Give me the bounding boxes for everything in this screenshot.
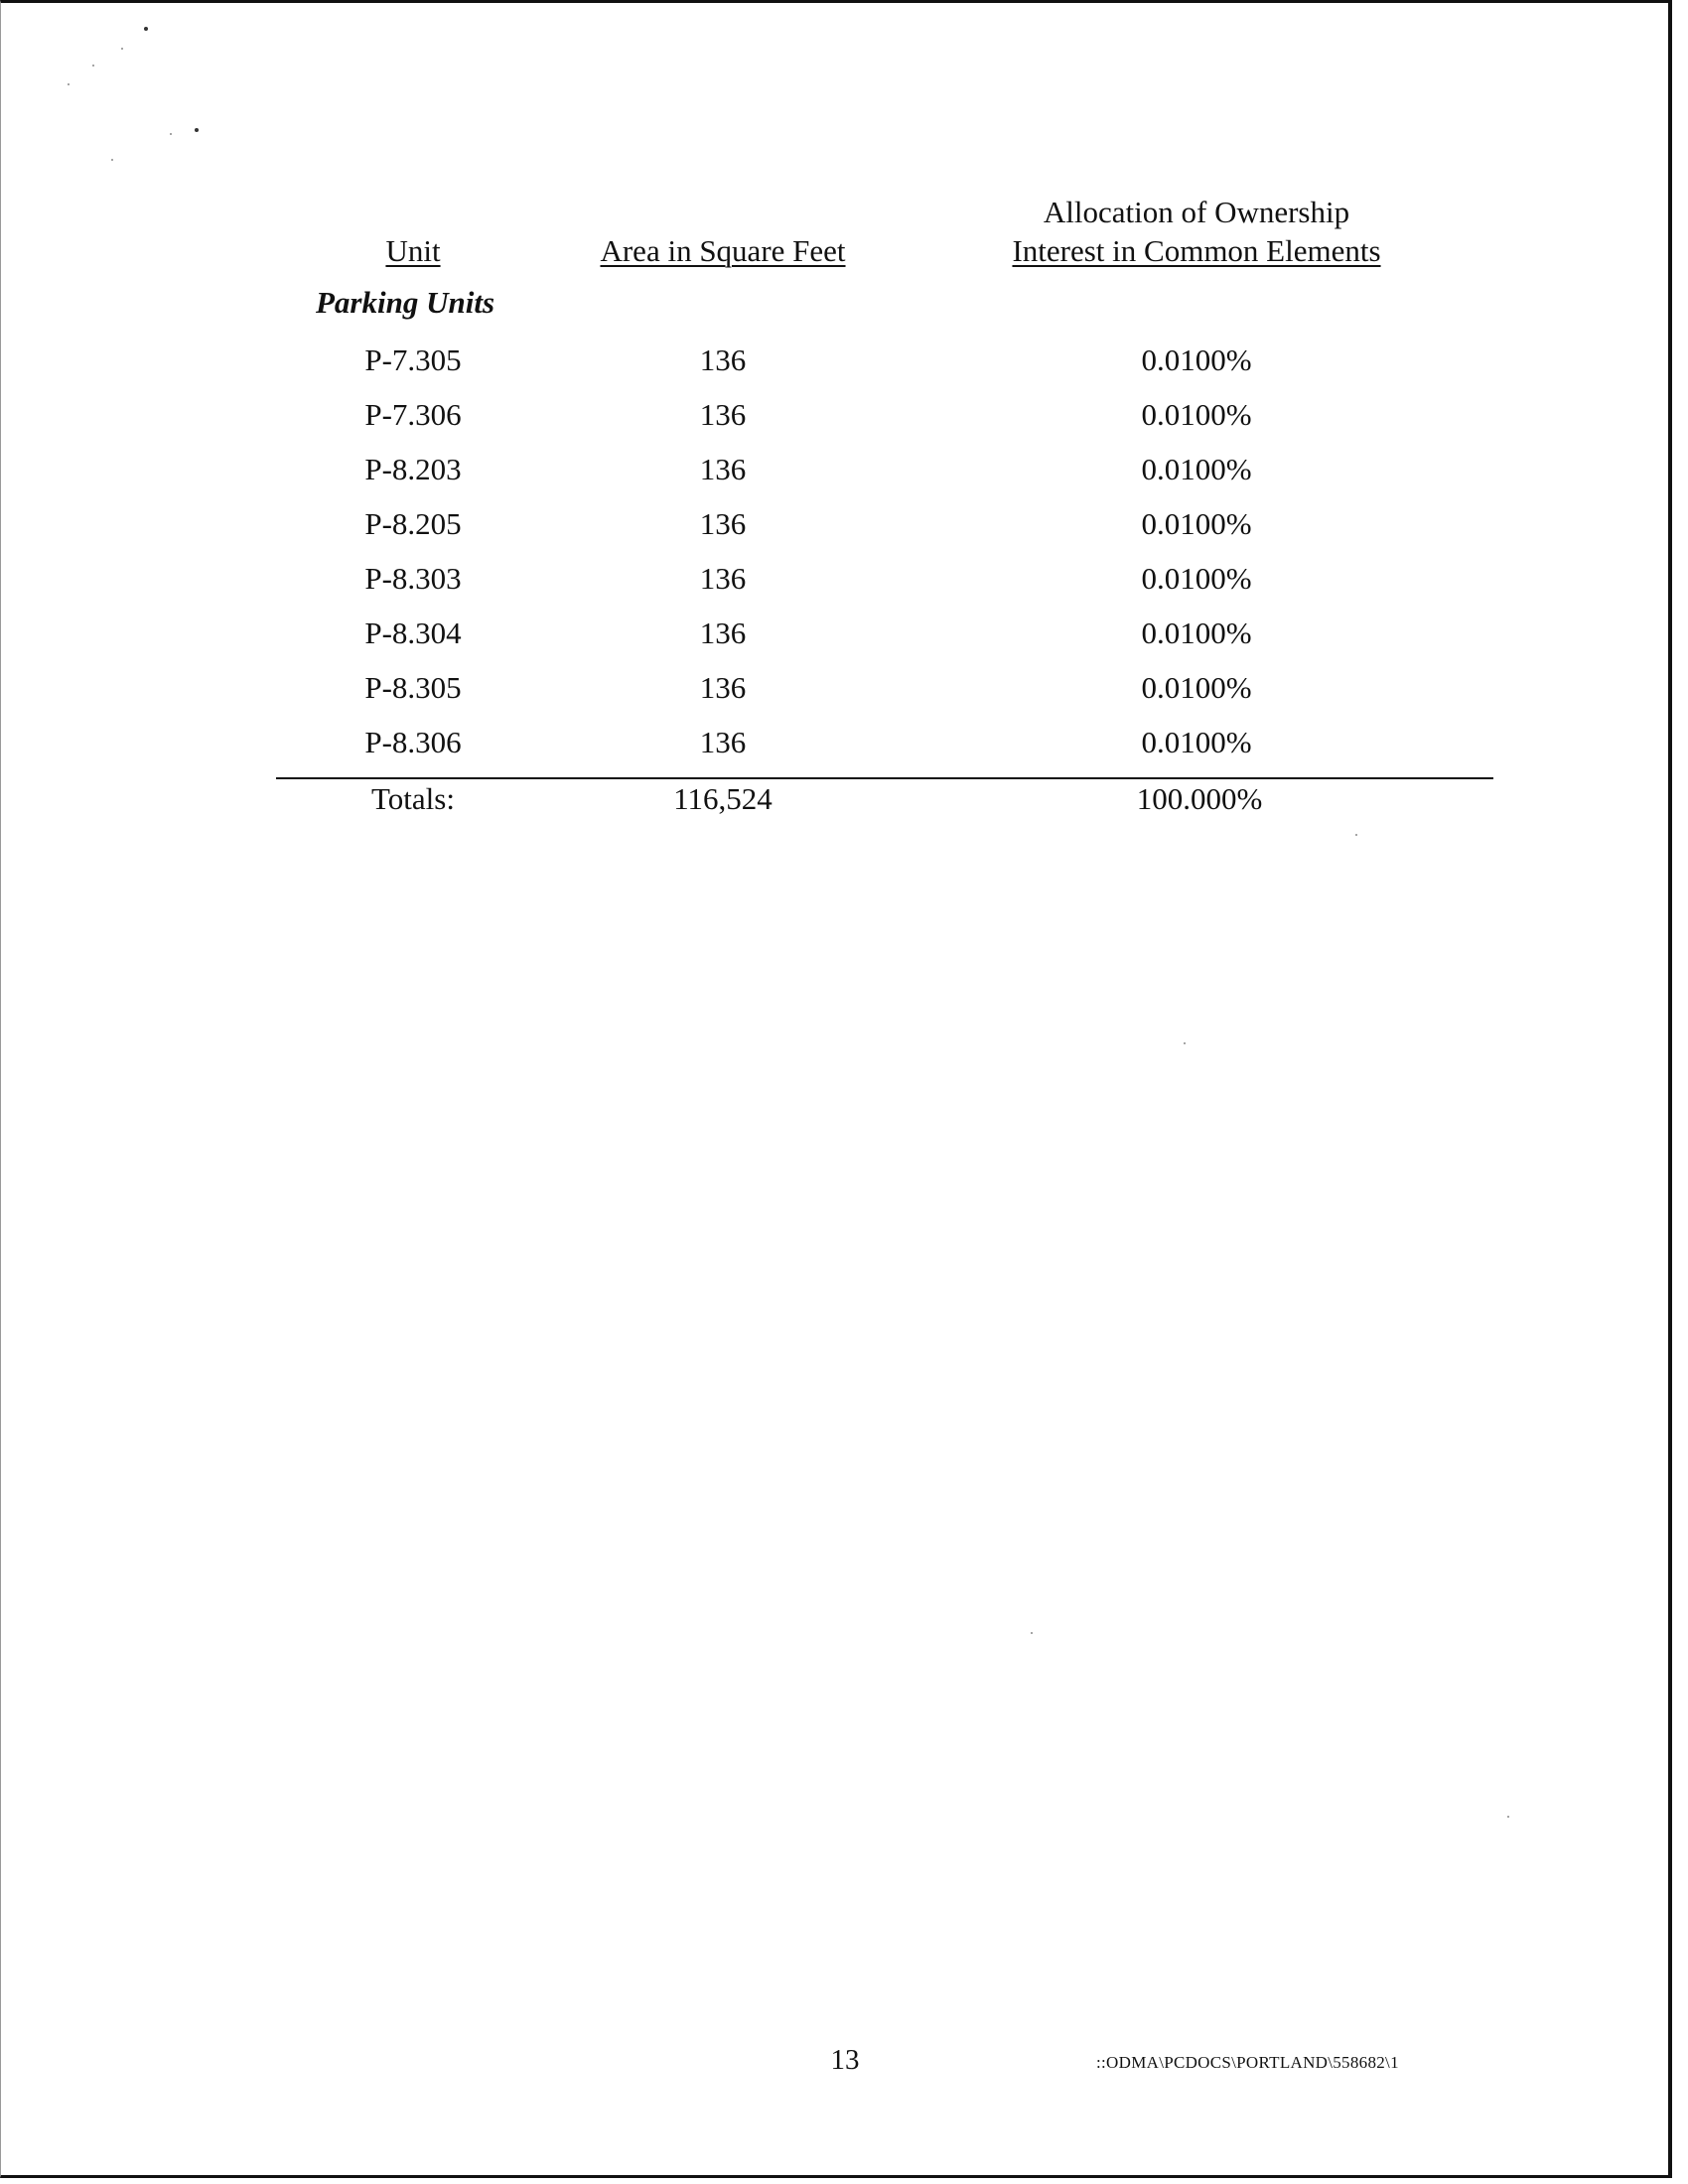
area-cell: 136 <box>699 397 747 432</box>
allocation-cell: 0.0100% <box>1141 725 1252 759</box>
unit-cell: P-7.306 <box>364 397 462 432</box>
scan-speck <box>1355 834 1357 836</box>
allocation-cell: 0.0100% <box>1141 452 1252 486</box>
allocation-cell: 0.0100% <box>1141 397 1252 432</box>
unit-cell: P-8.203 <box>364 452 462 486</box>
scan-speck <box>170 133 172 135</box>
header-allocation-line1: Allocation of Ownership <box>1043 195 1350 229</box>
allocation-cell: 0.0100% <box>1141 615 1252 650</box>
allocation-cell: 0.0100% <box>1141 561 1252 596</box>
unit-cell: P-8.205 <box>364 506 462 541</box>
document-path: ::ODMA\PCDOCS\PORTLAND\558682\1 <box>1096 2053 1399 2072</box>
section-label-parking-units: Parking Units <box>316 285 495 320</box>
scan-speck <box>1031 1632 1033 1634</box>
header-area: Area in Square Feet <box>600 233 846 268</box>
unit-cell: P-8.306 <box>364 725 462 759</box>
area-cell: 136 <box>699 615 747 650</box>
scan-speck <box>1184 1042 1186 1044</box>
totals-label: Totals: <box>371 781 455 816</box>
area-cell: 136 <box>699 452 747 486</box>
unit-cell: P-7.305 <box>364 342 462 377</box>
scan-speck <box>121 48 123 50</box>
allocation-cell: 0.0100% <box>1141 506 1252 541</box>
header-unit: Unit <box>385 233 441 268</box>
scan-speck <box>68 83 70 85</box>
page-number: 13 <box>830 2044 860 2076</box>
scan-speck <box>144 27 148 31</box>
unit-cell: P-8.304 <box>364 615 462 650</box>
allocation-cell: 0.0100% <box>1141 670 1252 705</box>
area-cell: 136 <box>699 561 747 596</box>
unit-cell: P-8.303 <box>364 561 462 596</box>
area-cell: 136 <box>699 506 747 541</box>
unit-cell: P-8.305 <box>364 670 462 705</box>
area-cell: 136 <box>699 342 747 377</box>
header-allocation-line2: Interest in Common Elements <box>1012 233 1381 268</box>
scan-speck <box>195 128 199 132</box>
totals-allocation: 100.000% <box>1136 781 1263 816</box>
allocation-cell: 0.0100% <box>1141 342 1252 377</box>
totals-divider <box>276 777 1493 779</box>
scan-speck <box>1507 1816 1509 1818</box>
scan-speck <box>111 159 113 161</box>
area-cell: 136 <box>699 670 747 705</box>
totals-area: 116,524 <box>673 781 773 816</box>
scan-speck <box>92 65 94 67</box>
area-cell: 136 <box>699 725 747 759</box>
